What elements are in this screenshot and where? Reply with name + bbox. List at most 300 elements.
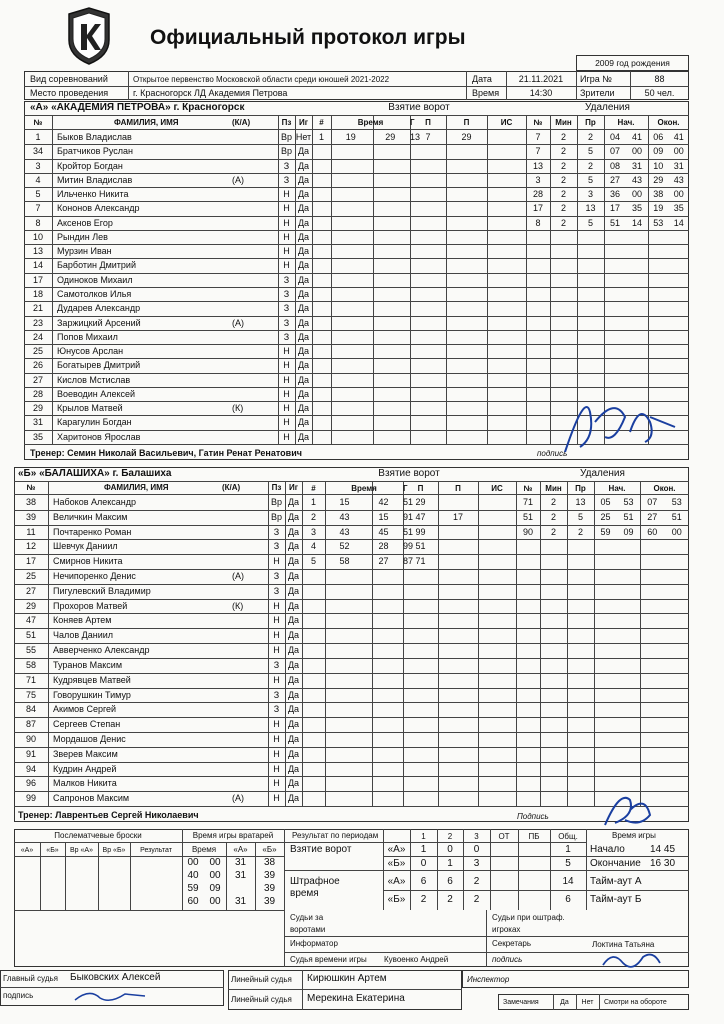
penalty-cell: 08	[609, 160, 620, 171]
penalty-cell: 25	[600, 511, 611, 522]
gk-cell: 31	[234, 857, 247, 868]
player-played: Да	[287, 659, 300, 670]
goal-cell: 29	[415, 497, 426, 507]
player-name: Зверев Максим	[53, 748, 118, 759]
penalty-cell: 19	[653, 203, 664, 214]
goal-cell: 15	[339, 497, 350, 507]
penalty-cell: 2	[577, 526, 583, 537]
game-value: 88	[654, 74, 665, 84]
player-number: 71	[25, 674, 36, 685]
goal-cell: 1	[318, 132, 324, 142]
player-number: 75	[25, 689, 36, 700]
player-name: Набоков Александр	[53, 497, 137, 507]
goals-col-5: ИС	[491, 484, 503, 493]
row-divider	[14, 613, 689, 614]
penalty-cell: 17	[609, 203, 620, 214]
pen-col-4: Окон.	[657, 118, 680, 127]
col-ig-b: Иг	[288, 483, 299, 492]
player-position: З	[283, 317, 290, 328]
column-divider	[331, 115, 332, 444]
player-played: Да	[287, 778, 300, 789]
player-number: 25	[25, 571, 36, 582]
player-name: Заржицкий Арсений	[57, 317, 141, 328]
start-value: 14 45	[650, 844, 676, 855]
penalty-cell: 5	[587, 146, 593, 157]
team-b-goals-title: Взятие ворот	[378, 468, 440, 479]
penalty-cell: 5	[587, 174, 593, 185]
goal-cell	[438, 554, 478, 568]
player-name: Быков Владислав	[57, 132, 132, 142]
player-number: 31	[32, 417, 43, 428]
player-position: Н	[283, 217, 290, 228]
line-judge-1-value: Кирюшкин Артем	[307, 973, 387, 984]
player-name: Акимов Сергей	[53, 704, 117, 715]
player-number: 14	[32, 260, 43, 271]
goal-cell: 3	[310, 526, 316, 537]
goal-cell: 2	[310, 511, 316, 522]
goal-cell: 7	[425, 132, 431, 142]
player-name: Карагулин Богдан	[57, 417, 132, 428]
penalty-cell: 59	[600, 526, 611, 537]
gk-title: Время игры вратарей	[192, 831, 274, 840]
timekeeper-value: Кувоенко Андрей	[384, 955, 449, 964]
player-name: Дударев Александр	[57, 303, 141, 314]
remarks-reverse: Смотри на обороте	[604, 999, 667, 1006]
gk-cell: 40	[187, 870, 199, 881]
label-informer: Информатор	[290, 939, 338, 948]
label-a-pim: «А»	[387, 876, 406, 887]
penalty-cell: 13	[532, 160, 543, 171]
coach-a-signature-icon	[545, 382, 685, 462]
period-value: 0	[447, 844, 453, 855]
player-role: (К)	[232, 403, 244, 414]
period-value: 0	[420, 858, 427, 869]
player-number: 26	[32, 360, 43, 371]
label-competition: Вид соревнований	[30, 74, 108, 84]
label-goals: Взятие ворот	[290, 844, 352, 855]
column-divider	[98, 842, 99, 910]
player-number: 39	[25, 511, 36, 522]
end-value: 16 30	[650, 858, 676, 869]
column-divider	[312, 115, 313, 444]
club-logo-icon	[64, 6, 114, 66]
player-number: 5	[35, 189, 41, 200]
pen-col-4: Окон.	[653, 484, 676, 493]
line-judge-2-value: Мерекина Екатерина	[307, 993, 405, 1004]
player-position: Н	[273, 719, 280, 730]
goal-cell	[478, 510, 516, 524]
spectators-value: 50 чел.	[644, 88, 675, 98]
col-num-b: №	[26, 483, 36, 492]
penalty-cell: 2	[560, 217, 566, 228]
label-start: Начало	[590, 844, 625, 855]
goal-cell	[438, 525, 478, 539]
pen-col-3: Нач.	[608, 484, 626, 493]
col-num: №	[33, 118, 43, 127]
pen-col-2: Пр	[575, 484, 586, 493]
ps-col-2: Вр «А»	[70, 847, 93, 854]
pen-col-1: Мин	[545, 484, 562, 493]
player-name: Воеводин Алексей	[57, 388, 136, 399]
player-played: Да	[287, 526, 300, 537]
period-value: 1	[420, 844, 427, 855]
penalty-cell: 35	[673, 203, 684, 214]
gk-cell: 00	[209, 857, 221, 868]
player-name: Малков Никита	[53, 778, 117, 789]
penalty-cell: 00	[631, 146, 642, 157]
penalty-cell: 14	[631, 217, 642, 228]
penalty-cell: 53	[653, 217, 664, 228]
penalty-cell: 05	[600, 497, 611, 507]
player-position: Н	[273, 630, 280, 641]
player-position: З	[283, 303, 290, 314]
player-position: З	[283, 160, 290, 171]
player-name: Кудрин Андрей	[53, 763, 117, 774]
goal-cell	[478, 495, 516, 509]
player-name: Попов Михаил	[57, 331, 118, 342]
player-position: Вр	[280, 132, 292, 142]
goals-col-1: Время	[351, 484, 377, 493]
penalty-cell: 38	[653, 189, 664, 200]
row-divider	[24, 230, 689, 231]
place-value: г. Красногорск ЛД Академия Петрова	[133, 88, 288, 98]
player-name: Барботин Дмитрий	[57, 260, 136, 271]
player-played: Да	[297, 260, 310, 271]
gk-cell: 39	[263, 883, 276, 894]
label-b-goals: «Б»	[387, 858, 406, 869]
penalty-cell: 8	[535, 217, 541, 228]
goals-col-5: ИС	[500, 118, 513, 127]
label-pim: Штрафное время	[290, 876, 340, 899]
label-inspector: Инспектор	[467, 975, 510, 984]
gk-cell: 59	[187, 883, 199, 894]
penalty-cell: 3	[535, 174, 541, 185]
goal-cell: 43	[339, 511, 350, 522]
period-value: 5	[565, 858, 571, 869]
penalty-cell: 2	[587, 132, 593, 142]
player-name: Коняев Артем	[53, 615, 112, 626]
player-position: Вр	[280, 146, 292, 157]
column-divider	[65, 842, 66, 910]
gk-cell: 00	[209, 870, 221, 881]
penalty-cell: 17	[532, 203, 543, 214]
player-number: 51	[25, 630, 36, 641]
player-number: 27	[32, 374, 43, 385]
player-position: Н	[283, 360, 290, 371]
col-pos: Пз	[281, 118, 292, 127]
player-played: Да	[287, 733, 300, 744]
player-name: Нечипоренко Денис	[53, 571, 136, 582]
penalty-cell: 2	[560, 174, 566, 185]
player-played: Да	[297, 403, 310, 414]
player-name: Кононов Александр	[57, 203, 140, 214]
player-number: 96	[25, 778, 36, 789]
goal-cell	[478, 539, 516, 553]
player-played: Да	[297, 331, 310, 342]
player-name: Кудрявцев Матвей	[53, 674, 131, 685]
penalty-cell: 09	[653, 146, 664, 157]
penalty-cell: 13	[575, 497, 586, 507]
penalty-cell: 27	[647, 511, 658, 522]
goal-cell: 27	[378, 556, 389, 567]
penalty-cell: 2	[560, 132, 566, 142]
player-number: 55	[25, 645, 36, 656]
period-col-5: Общ.	[558, 832, 578, 841]
team-b-title: «Б» «БАЛАШИХА» г. Балашиха	[18, 468, 172, 479]
goal-cell: 1	[310, 497, 316, 507]
player-number: 99	[25, 793, 36, 804]
player-number: 17	[25, 556, 36, 567]
penalty-cell: 00	[631, 189, 642, 200]
player-number: 84	[25, 704, 36, 715]
player-name: Почтаренко Роман	[53, 526, 132, 537]
player-number: 4	[35, 174, 41, 185]
player-played: Да	[297, 303, 310, 314]
ps-col-0: «А»	[20, 847, 34, 854]
player-position: Н	[273, 674, 280, 685]
player-position: Н	[283, 431, 290, 442]
goal-cell: 29	[385, 132, 396, 142]
player-played: Да	[287, 719, 300, 730]
penalty-cell: 13	[585, 203, 596, 214]
player-role: (А)	[232, 317, 244, 328]
player-name: Кройтор Богдан	[57, 160, 123, 171]
goal-cell: 28	[378, 541, 389, 552]
label-game: Игра №	[580, 74, 612, 84]
goals-col-0: #	[319, 118, 324, 127]
team-a-title: «А» «АКАДЕМИЯ ПЕТРОВА» г. Красногорск	[30, 102, 245, 113]
column-divider	[446, 115, 447, 444]
period-col-2: 3	[474, 832, 479, 841]
player-played: Да	[287, 615, 300, 626]
player-played: Да	[287, 556, 300, 567]
goals-col-3: П	[417, 484, 424, 493]
penalty-cell: 60	[647, 526, 658, 537]
row-divider	[24, 244, 689, 245]
period-value: 6	[420, 876, 427, 887]
goal-cell: 58	[339, 556, 350, 567]
player-played: Да	[297, 360, 310, 371]
penalty-cell: 43	[673, 174, 684, 185]
player-number: 3	[35, 160, 41, 171]
label-timeout-b: Тайм-аут Б	[590, 894, 642, 905]
player-name: Туранов Максим	[53, 659, 123, 670]
goal-cell: 51	[415, 541, 426, 552]
remarks-yes: Да	[560, 999, 569, 1006]
gk-cell: 60	[187, 896, 199, 907]
label-spectators: Зрители	[580, 88, 615, 98]
label-timekeeper: Судья времени игры	[290, 955, 367, 964]
penalty-cell: 2	[550, 497, 556, 507]
penalty-cell: 09	[623, 526, 634, 537]
player-played: Да	[287, 497, 300, 507]
player-position: Н	[273, 556, 280, 567]
penalty-cell: 29	[653, 174, 664, 185]
player-name: Одиноков Михаил	[57, 274, 133, 285]
player-number: 1	[35, 132, 41, 142]
timekeeper-sign-label: подпись	[492, 955, 523, 964]
player-played: Да	[297, 146, 310, 157]
player-played: Да	[287, 763, 300, 774]
penalty-cell: 36	[609, 189, 620, 200]
periods-title: Результат по периодам	[292, 831, 379, 840]
penalty-cell: 28	[532, 189, 543, 200]
team-a-goals-title: Взятие ворот	[388, 102, 450, 113]
player-position: З	[273, 704, 280, 715]
ps-col-4: Результат	[140, 847, 172, 854]
player-role: (К)	[232, 600, 244, 611]
player-number: 35	[32, 431, 43, 442]
ps-col-1: «Б»	[46, 847, 59, 854]
remarks-no: Нет	[581, 999, 594, 1006]
goal-cell	[438, 495, 478, 509]
gk-cell: 00	[209, 896, 221, 907]
player-name: Авверченко Александр	[53, 645, 150, 656]
penalty-cell: 2	[560, 189, 566, 200]
player-position: Н	[273, 793, 280, 804]
player-played: Да	[297, 217, 310, 228]
label-end: Окончание	[590, 858, 641, 869]
player-played: Да	[287, 704, 300, 715]
player-name: Шевчук Даниил	[53, 541, 118, 552]
player-position: З	[273, 541, 280, 552]
player-role: (А)	[232, 174, 244, 185]
player-position: Вр	[270, 497, 282, 507]
penalty-cell: 10	[653, 160, 664, 171]
player-position: Н	[283, 417, 290, 428]
gk-cell: 38	[263, 857, 276, 868]
player-number: 58	[25, 659, 36, 670]
player-name: Аксенов Егор	[57, 217, 113, 228]
player-played: Да	[287, 541, 300, 552]
column-divider	[487, 115, 488, 444]
player-position: Н	[273, 645, 280, 656]
penalty-cell: 51	[609, 217, 620, 228]
competition-value: Открытое первенство Московской области среди юношей 2021-2022	[133, 75, 390, 84]
goal-cell	[478, 554, 516, 568]
player-position: З	[283, 289, 290, 299]
pen-col-1: Мин	[555, 118, 572, 127]
player-number: 38	[25, 497, 36, 507]
ps-col-3: Вр «Б»	[102, 847, 126, 854]
player-played: Да	[287, 689, 300, 700]
goal-cell: 29	[461, 132, 472, 142]
penalty-cell: 31	[673, 160, 684, 171]
player-played: Да	[297, 246, 310, 257]
period-value: 2	[473, 876, 480, 887]
penalty-cell: 00	[673, 189, 684, 200]
player-number: 10	[32, 231, 43, 242]
label-main-referee: Главный судья	[3, 974, 59, 983]
goal-cell: 99	[415, 526, 426, 537]
goal-cell: 71	[415, 556, 426, 567]
player-name: Самотолков Илья	[57, 289, 132, 299]
player-position: З	[273, 659, 280, 670]
penalty-cell: 27	[609, 174, 620, 185]
period-value: 6	[447, 876, 453, 887]
player-position: Н	[283, 231, 290, 242]
player-position: Н	[283, 346, 290, 357]
player-position: З	[283, 274, 290, 285]
penalty-cell: 43	[631, 174, 642, 185]
period-value: 1	[565, 844, 571, 855]
penalty-cell: 7	[535, 132, 541, 142]
column-divider	[373, 115, 374, 444]
penalty-cell: 2	[560, 203, 566, 214]
label-remarks: Замечания	[503, 999, 539, 1006]
pen-col-3: Нач.	[617, 118, 635, 127]
player-number: 12	[25, 541, 36, 552]
main-referee-value: Быковских Алексей	[70, 972, 161, 983]
penalty-cell: 04	[609, 132, 620, 142]
player-played: Да	[287, 600, 300, 611]
player-number: 27	[25, 585, 36, 596]
label-timeout-a: Тайм-аут А	[590, 876, 642, 887]
penalty-cell: 00	[673, 146, 684, 157]
goal-cell	[478, 525, 516, 539]
period-value: 14	[562, 876, 574, 887]
column-divider	[40, 842, 41, 910]
player-position: Н	[283, 260, 290, 271]
team-b-sign-label: Подпись	[517, 812, 549, 821]
pen-col-0: №	[533, 118, 543, 127]
secretary-value: Локтина Татьяна	[592, 940, 655, 949]
penalty-cell: 51	[623, 511, 634, 522]
player-number: 28	[32, 388, 43, 399]
penalty-cell: 07	[647, 497, 658, 507]
player-played: Да	[297, 374, 310, 385]
player-played: Да	[297, 289, 310, 299]
label-pen-judges: Судьи при оштраф. игроках	[492, 913, 565, 934]
player-position: З	[273, 689, 280, 700]
player-number: 29	[32, 403, 43, 414]
label-secretary: Секретарь	[492, 939, 531, 948]
column-divider	[52, 115, 53, 444]
goal-cell: 4	[310, 541, 316, 552]
player-played: Да	[297, 317, 310, 328]
player-number: 18	[32, 289, 43, 299]
penalty-cell: 51	[671, 511, 682, 522]
gk-cell: 00	[187, 857, 199, 868]
player-name: Харитонов Ярослав	[57, 431, 141, 442]
col-name-b: ФАМИЛИЯ, ИМЯ	[104, 483, 169, 492]
player-played: Да	[297, 189, 310, 200]
player-number: 47	[25, 615, 36, 626]
player-position: З	[273, 585, 280, 596]
goal-cell	[438, 539, 478, 553]
player-position: З	[273, 526, 280, 537]
player-number: 11	[26, 526, 36, 537]
penalty-cell: 53	[623, 497, 634, 507]
label-time: Время	[472, 88, 500, 98]
label-date: Дата	[472, 74, 492, 84]
player-number: 8	[35, 217, 41, 228]
player-position: Н	[283, 189, 290, 200]
player-position: Н	[273, 748, 280, 759]
player-number: 25	[32, 346, 43, 357]
penalty-cell: 2	[560, 146, 566, 157]
penalty-cell: 31	[631, 160, 642, 171]
row-divider	[24, 330, 689, 331]
label-line-judge-1: Линейный судья	[231, 975, 292, 984]
player-number: 29	[25, 600, 36, 611]
player-name: Мордашов Денис	[53, 733, 126, 744]
label-place: Место проведения	[30, 88, 109, 98]
penalty-cell: 3	[587, 189, 593, 200]
page-title: Официальный протокол игры	[150, 26, 466, 49]
player-position: Н	[283, 203, 290, 214]
player-name: Сапронов Максим	[53, 793, 130, 804]
